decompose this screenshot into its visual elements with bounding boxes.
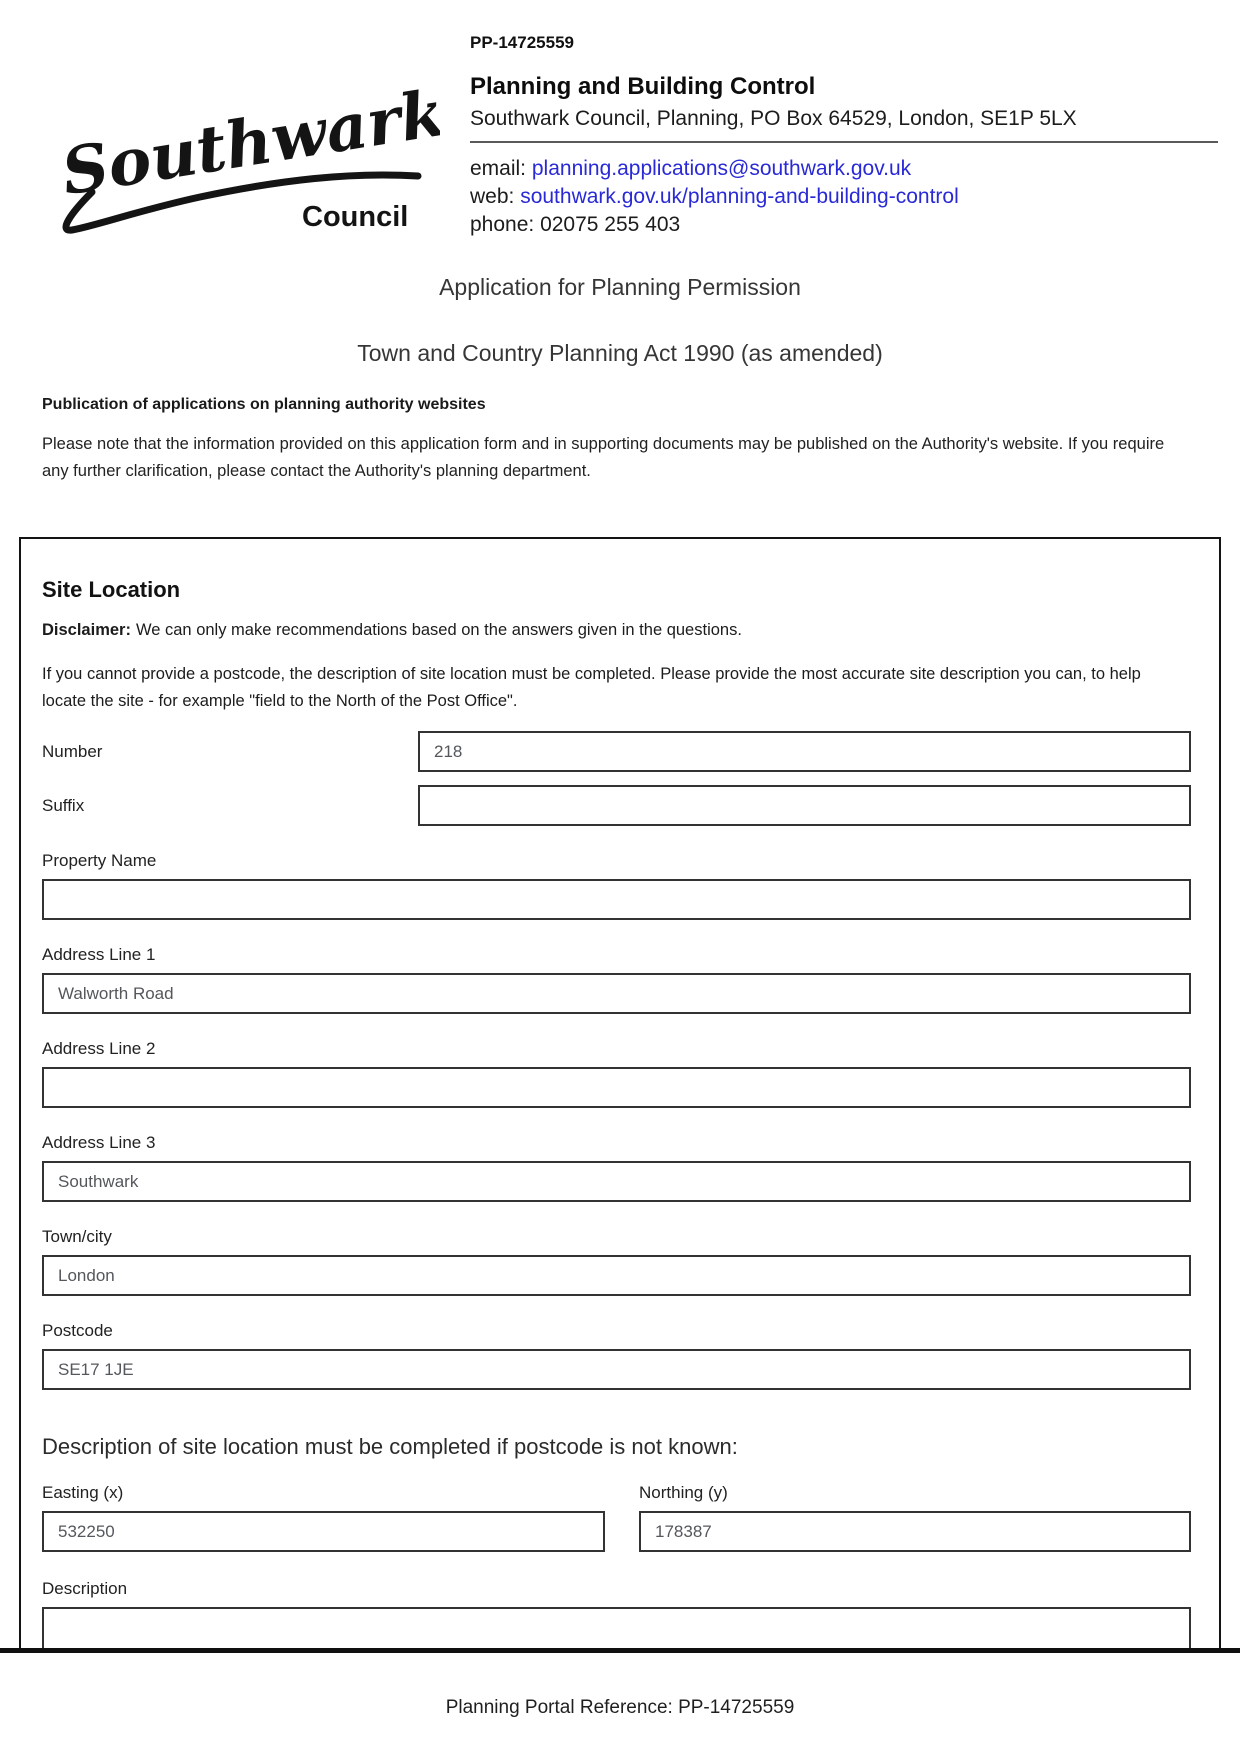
form-title: Application for Planning Permission (439, 274, 801, 300)
publication-body: Please note that the information provided on this application form and in supporting documents may be published on the Authority's website. If you require any further clarification, please contact the Authority's planning department. (42, 435, 1165, 480)
planning-reference: PP-14725559 (470, 33, 574, 52)
disclaimer (42, 620, 1191, 640)
address-line-1-field (42, 946, 1191, 1014)
email-label: email: (470, 157, 532, 180)
easting-label: Easting (x) (42, 1483, 124, 1502)
disclaimer-label: Disclaimer: (42, 621, 131, 639)
address-line-1-label: Address Line 1 (42, 945, 156, 964)
address-line-3-field (42, 1134, 1191, 1202)
postcode-field (42, 1322, 1191, 1390)
address-line-3-label: Address Line 3 (42, 1133, 156, 1152)
town-city-label: Town/city (42, 1227, 112, 1246)
publication-heading: Publication of applications on planning authority websites (42, 396, 486, 413)
portal-reference-text: Planning Portal Reference: PP-14725559 (445, 1697, 795, 1718)
council-address: Southwark Council, Planning, PO Box 64529, London, SE1P 5LX (470, 107, 1218, 143)
site-location-section (19, 537, 1221, 1754)
address-line-2-field (42, 1040, 1191, 1108)
northing-label: Northing (y) (639, 1483, 728, 1502)
department-title: Planning and Building Control (470, 73, 816, 100)
northing-field (639, 1484, 1191, 1552)
contact-phone-line (470, 211, 1218, 239)
page-header (0, 0, 1240, 249)
address-line-2-input[interactable] (42, 1067, 1191, 1108)
northing-input[interactable] (639, 1511, 1191, 1552)
coordinates-row (42, 1484, 1191, 1552)
number-input[interactable] (418, 731, 1191, 772)
address-line-2-label: Address Line 2 (42, 1039, 156, 1058)
town-city-field (42, 1228, 1191, 1296)
address-line-3-input[interactable] (42, 1161, 1191, 1202)
suffix-input[interactable] (418, 785, 1191, 826)
description-requirement-heading: Description of site location must be completed if postcode is not known: (42, 1434, 738, 1459)
southwark-council-logo (50, 30, 470, 249)
page-footer (0, 1648, 1240, 1754)
logo-graphic (50, 64, 440, 244)
contact-web-line (470, 183, 1218, 211)
postcode-label: Postcode (42, 1321, 113, 1340)
phone-label: phone: (470, 213, 541, 236)
header-info (470, 30, 1218, 249)
easting-field (42, 1484, 605, 1552)
disclaimer-text: We can only make recommendations based on the answers given in the questions. (135, 621, 742, 639)
site-location-intro: If you cannot provide a postcode, the description of site location must be completed. Please provide the most accurate site description you can, to help locate the site - for example "field to the North of the Post Office". (42, 665, 1141, 710)
address-line-1-input[interactable] (42, 973, 1191, 1014)
web-link[interactable]: southwark.gov.uk/planning-and-building-control (520, 185, 959, 208)
number-label: Number (42, 741, 103, 761)
email-link[interactable]: planning.applications@southwark.gov.uk (531, 157, 912, 180)
town-city-input[interactable] (42, 1255, 1191, 1296)
logo-wordmark: Southwark (56, 75, 440, 211)
act-title: Town and Country Planning Act 1990 (as amended) (357, 340, 883, 366)
description-label: Description (42, 1579, 128, 1598)
property-name-field (42, 852, 1191, 920)
property-name-label: Property Name (42, 851, 157, 870)
logo-subtext: Council (302, 201, 409, 233)
phone-number: 02075 255 403 (540, 213, 681, 236)
property-name-input[interactable] (42, 879, 1191, 920)
easting-input[interactable] (42, 1511, 605, 1552)
site-location-heading: Site Location (42, 577, 181, 602)
contact-email-line (470, 155, 1218, 183)
number-field-row (42, 731, 1191, 772)
postcode-input[interactable] (42, 1349, 1191, 1390)
suffix-label: Suffix (42, 795, 85, 815)
web-label: web: (470, 185, 521, 208)
suffix-field-row (42, 785, 1191, 826)
